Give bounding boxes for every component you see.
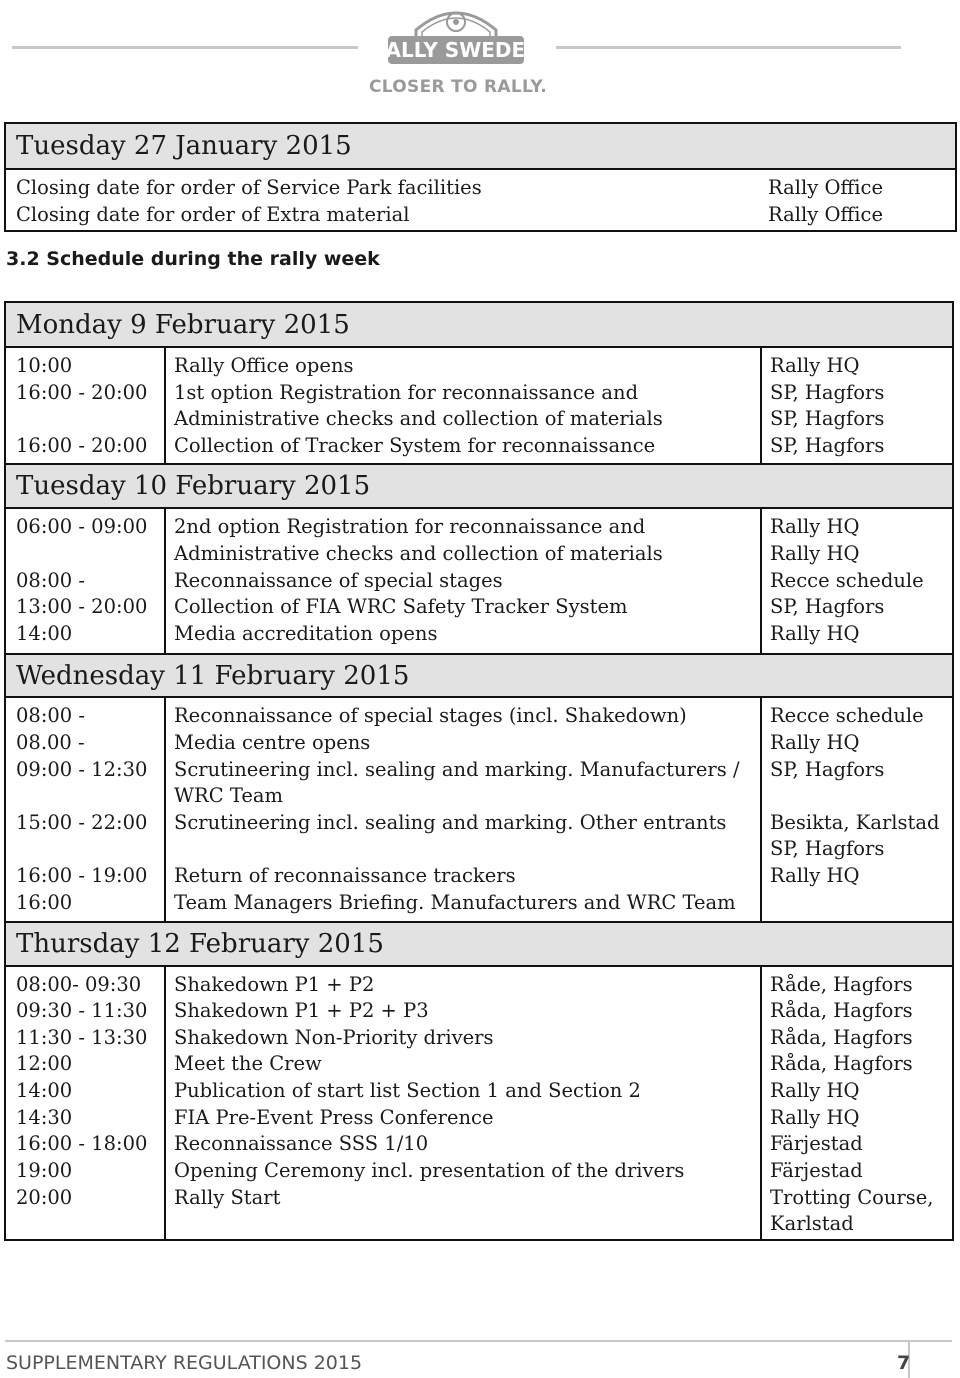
section-heading: 3.2 Schedule during the rally week <box>6 248 380 270</box>
place-cell: Karlstad <box>770 1212 854 1235</box>
event-cell: 2nd option Registration for reconnaissance and <box>174 515 646 538</box>
place-cell: Råde, Hagfors <box>770 973 913 996</box>
time-cell: 13:00 - 20:00 <box>16 595 148 618</box>
column-divider <box>760 348 762 463</box>
time-cell: 06:00 - 09:00 <box>16 515 148 538</box>
deadline-table <box>4 122 957 232</box>
header-rule-right <box>556 46 901 49</box>
deadline-place: Rally Office <box>768 176 883 199</box>
event-cell: Media accreditation opens <box>174 622 438 645</box>
place-cell: Rally HQ <box>770 542 860 565</box>
event-cell: WRC Team <box>174 784 283 807</box>
time-cell: 08:00- 09:30 <box>16 973 142 996</box>
column-divider <box>760 509 762 653</box>
page-number: 7 <box>897 1352 911 1374</box>
event-cell: Return of reconnaissance trackers <box>174 864 516 887</box>
time-cell: 08:00 - <box>16 704 85 727</box>
tagline: CLOSER TO RALLY. <box>368 77 547 97</box>
place-cell: Rally HQ <box>770 731 860 754</box>
deadline-day-title: Tuesday 27 January 2015 <box>16 131 352 161</box>
header-rule-left <box>12 46 358 49</box>
time-cell: 08:00 - <box>16 569 85 592</box>
time-cell: 14:00 <box>16 1079 73 1102</box>
event-cell: Administrative checks and collection of materials <box>174 542 663 565</box>
event-cell: Media centre opens <box>174 731 371 754</box>
deadline-text: Closing date for order of Extra material <box>16 203 410 226</box>
place-cell: Recce schedule <box>770 704 924 727</box>
event-cell: Collection of Tracker System for reconnaissance <box>174 434 656 457</box>
deadline-place: Rally Office <box>768 203 883 226</box>
day-title: Tuesday 10 February 2015 <box>16 471 371 501</box>
deadline-text: Closing date for order of Service Park facilities <box>16 176 482 199</box>
place-cell: Trotting Course, <box>770 1186 934 1209</box>
place-cell: Rally HQ <box>770 1079 860 1102</box>
event-cell: Scrutineering incl. sealing and marking. Manufacturers / <box>174 758 740 781</box>
time-cell: 16:00 - 20:00 <box>16 381 148 404</box>
place-cell: SP, Hagfors <box>770 837 885 860</box>
day-title: Wednesday 11 February 2015 <box>16 660 410 691</box>
time-cell: 09:00 - 12:30 <box>16 758 148 781</box>
day-title: Monday 9 February 2015 <box>16 309 350 340</box>
footer-rule <box>5 1340 952 1342</box>
place-cell: SP, Hagfors <box>770 381 885 404</box>
day-title: Thursday 12 February 2015 <box>16 929 384 959</box>
column-divider <box>164 509 166 653</box>
deadline-day-band <box>6 124 955 170</box>
footer-title: SUPPLEMENTARY REGULATIONS 2015 <box>6 1352 363 1374</box>
place-cell: SP, Hagfors <box>770 595 885 618</box>
place-cell: Rally HQ <box>770 354 860 377</box>
time-cell: 12:00 <box>16 1052 73 1075</box>
event-cell: Reconnaissance of special stages <box>174 569 503 592</box>
time-cell: 16:00 - 18:00 <box>16 1132 148 1155</box>
column-divider <box>164 698 166 921</box>
time-cell: 20:00 <box>16 1186 73 1209</box>
time-cell: 09:30 - 11:30 <box>16 999 148 1022</box>
place-cell: Rally HQ <box>770 622 860 645</box>
column-divider <box>164 967 166 1239</box>
place-cell: Råda, Hagfors <box>770 1052 913 1075</box>
event-cell: Opening Ceremony incl. presentation of the drivers <box>174 1159 685 1182</box>
event-cell: Meet the Crew <box>174 1052 322 1075</box>
place-cell: Färjestad <box>770 1132 863 1155</box>
event-cell: Publication of start list Section 1 and Section 2 <box>174 1079 641 1102</box>
place-cell: Rally HQ <box>770 1106 860 1129</box>
column-divider <box>164 348 166 463</box>
event-cell: Shakedown P1 + P2 + P3 <box>174 999 429 1022</box>
time-cell: 11:30 - 13:30 <box>16 1026 148 1049</box>
place-cell: SP, Hagfors <box>770 434 885 457</box>
place-cell: Rally HQ <box>770 515 860 538</box>
day-band-thursday <box>6 921 952 967</box>
event-cell: Shakedown Non-Priority drivers <box>174 1026 494 1049</box>
event-cell: Rally Start <box>174 1186 281 1209</box>
time-cell: 16:00 - 20:00 <box>16 434 148 457</box>
event-cell: 1st option Registration for reconnaissance and <box>174 381 639 404</box>
event-cell: Team Managers Briefing. Manufacturers and WRC Team <box>174 891 736 914</box>
event-cell: Collection of FIA WRC Safety Tracker System <box>174 595 628 618</box>
event-cell: FIA Pre-Event Press Conference <box>174 1106 494 1129</box>
place-cell: Besikta, Karlstad <box>770 811 940 834</box>
time-cell: 10:00 <box>16 354 73 377</box>
time-cell: 08.00 - <box>16 731 85 754</box>
place-cell: SP, Hagfors <box>770 407 885 430</box>
day-band-tuesday <box>6 463 952 509</box>
event-cell: Scrutineering incl. sealing and marking. Other entrants <box>174 811 727 834</box>
time-cell: 19:00 <box>16 1159 73 1182</box>
column-divider <box>760 698 762 921</box>
event-cell: Shakedown P1 + P2 <box>174 973 375 996</box>
time-cell: 16:00 <box>16 891 73 914</box>
event-cell: Reconnaissance SSS 1/10 <box>174 1132 429 1155</box>
event-cell: Administrative checks and collection of materials <box>174 407 663 430</box>
time-cell: 16:00 - 19:00 <box>16 864 148 887</box>
column-divider <box>760 967 762 1239</box>
day-band-wednesday <box>6 653 952 698</box>
event-cell: Rally Office opens <box>174 354 354 377</box>
rally-sweden-logo <box>370 2 542 66</box>
time-cell: 14:00 <box>16 622 73 645</box>
place-cell: Rally HQ <box>770 864 860 887</box>
day-band-monday <box>6 303 952 348</box>
place-cell: Färjestad <box>770 1159 863 1182</box>
time-cell: 14:30 <box>16 1106 73 1129</box>
place-cell: Recce schedule <box>770 569 924 592</box>
schedule-table <box>4 301 954 1241</box>
logo-text: RALLY SWEDEN <box>370 38 542 62</box>
place-cell: Råda, Hagfors <box>770 1026 913 1049</box>
event-cell: Reconnaissance of special stages (incl. Shakedown) <box>174 704 687 727</box>
place-cell: SP, Hagfors <box>770 758 885 781</box>
time-cell: 15:00 - 22:00 <box>16 811 148 834</box>
place-cell: Råda, Hagfors <box>770 999 913 1022</box>
